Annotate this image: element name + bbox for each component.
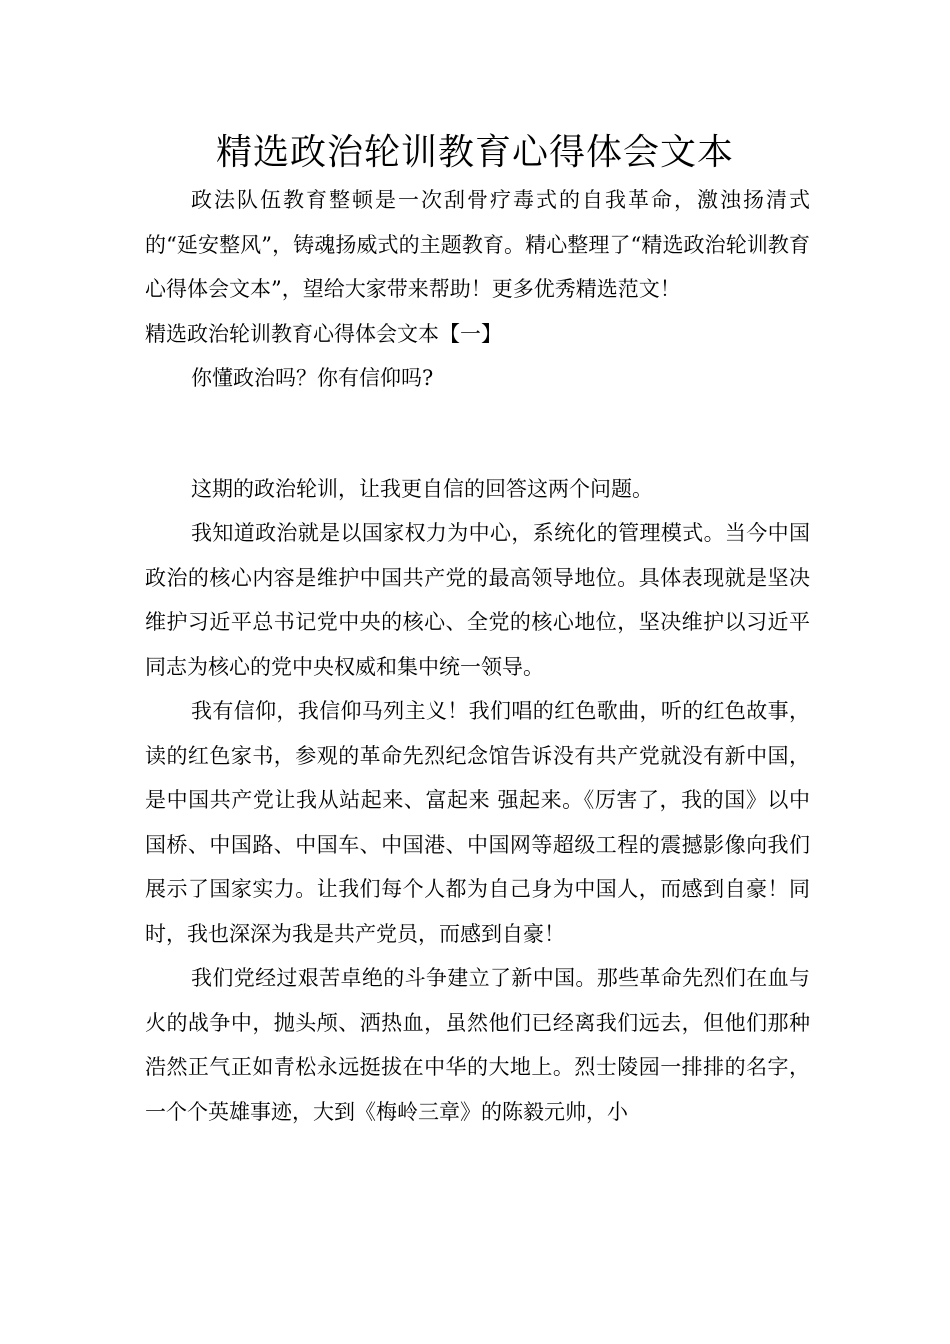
body-paragraph-4: 我有信仰，我信仰马列主义！我们唱的红色歌曲，听的红色故事，读的红色家书，参观的革命先烈纪念馆告诉没有共产党就没有新中国，是中国共产党让我从站起来、富起来 强起来。《厉害了，我的国》以中国桥、中国路、中国车、中国港、中国网等超级工程的震撼影像向我们展示了国家实力。让我们每个人都为自己身为中国人，而感到自豪！同时，我也深深为我是共产党员，而感到自豪！ [145,699,810,946]
body-paragraph-2: 这期的政治轮训，让我更自信的回答这两个问题。 [191,476,653,501]
blank-spacer [145,401,810,467]
section-heading: 精选政治轮训教育心得体会文本【一】 [145,321,502,346]
document-body [145,178,810,1134]
body-paragraph-1: 你懂政治吗？你有信仰吗? [191,366,434,390]
document-title: 精选政治轮训教育心得体会文本 [215,132,734,173]
intro-paragraph: 政法队伍教育整顿是一次刮骨疗毒式的自我革命，激浊扬清式的“延安整风”，铸魂扬威式的主题教育。精心整理了“精选政治轮训教育心得体会文本”，望给大家带来帮助！更多优秀精选范文！ [145,188,810,301]
body-paragraph-5: 我们党经过艰苦卓绝的斗争建立了新中国。那些革命先烈们在血与火的战争中，抛头颅、洒热血，虽然他们已经离我们远去，但他们那种浩然正气正如青松永远挺拔在中华的大地上。烈士陵园一排排的名字，一个个英雄事迹，大到《梅岭三章》的陈毅元帅，小 [145,966,810,1124]
body-paragraph-3: 我知道政治就是以国家权力为中心，系统化的管理模式。当今中国政治的核心内容是维护中国共产党的最高领导地位。具体表现就是坚决维护习近平总书记党中央的核心、全党的核心地位，坚决维护以习近平同志为核心的党中央权威和集中统一领导。 [145,521,810,679]
